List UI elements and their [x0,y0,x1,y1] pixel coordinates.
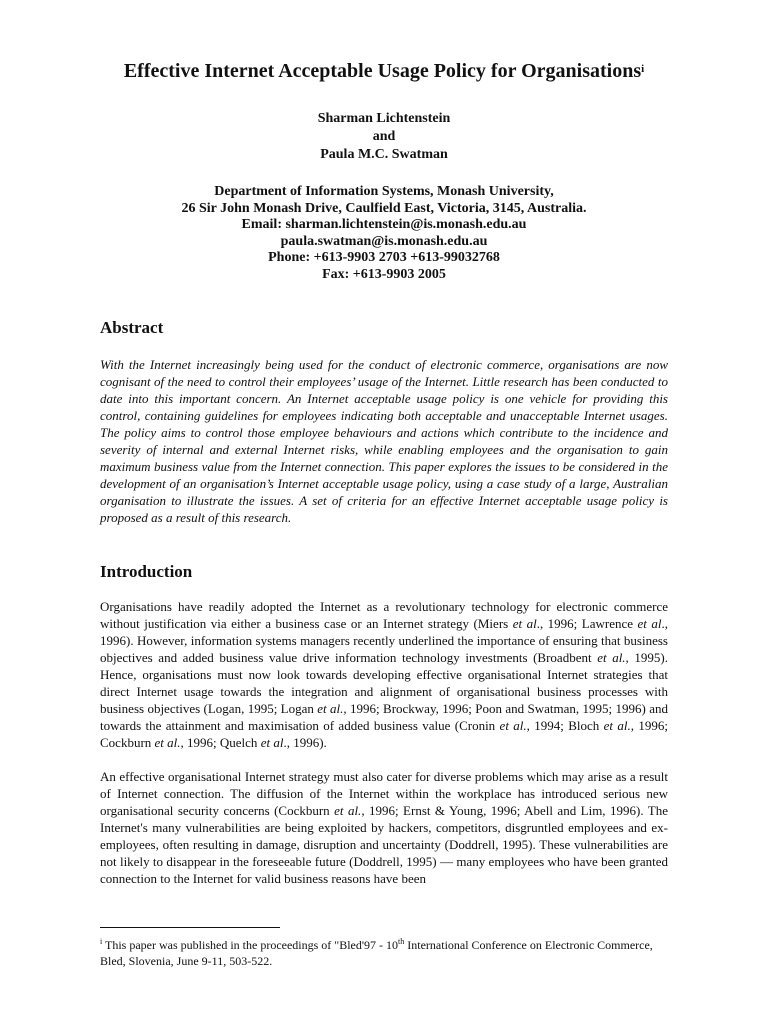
author-block [0,110,768,164]
italic-run: et al. [334,803,362,818]
text-run: 1994; Bloch [529,718,604,733]
footnote-text-before: This paper was published in the proceedings of "Bled'97 - 10 [102,938,399,952]
italic-run: et al [637,616,662,631]
affiliation-email-2: paula.swatman@is.monash.edu.au [280,233,488,249]
introduction-paragraph-2 [100,768,668,887]
text-run: 1995). Hence, organisations must now look towards developing effective organisational Internet strategies that direct Internet usage towards the integration and alignment of organisational business processes with business objectives (Logan, 1995; Logan [100,650,668,716]
affiliation-address: 26 Sir John Monash Drive, Caulfield East, Victoria, 3145, Australia. [181,200,587,216]
author-1: Sharman Lichtenstein [317,111,451,126]
affiliation-email-1: Email: sharman.lichtenstein@is.monash.edu.au [241,217,527,232]
italic-run: et al., [317,701,347,716]
italic-run: et al., [603,718,635,733]
author-conjunction: and [372,129,396,144]
italic-run: et al., [154,735,184,750]
italic-run: et al., [597,650,629,665]
text-run: ., 1996). However, information systems managers recently underlined the importance of ensuring that business objectives and added business value drive information technology investments (Broadbent [100,616,668,665]
affiliation-block [0,184,768,283]
affiliation-fax: Fax: +613-9903 2005 [322,266,446,282]
title-text: Effective Internet Acceptable Usage Policy for Organisations [123,60,642,82]
text-run: ., 1996; Lawrence [536,616,638,631]
text-run: Organisations have readily adopted the Internet as a revolutionary technology for electronic commerce without justification via either a business case or an Internet strategy (Miers [100,599,668,631]
text-run: , 1996; Ernst & Young, 1996; Abell and Lim, 1996). The Internet's many vulnerabilities are being exploited by hackers, competitors, disgruntled employees and ex-employees, often resulting in damage, disruption and uncertainty (Doddrell, 1995). These vulnerabilities are not likely to disappear in the foreseeable future (Doddrell, 1995) — many employees who have been granted connection to the Internet for valid business reasons have been [100,803,668,886]
text-run: 1996; Cockburn [100,718,668,750]
title-footnote-marker: i [641,63,645,75]
text-run: An effective organisational Internet strategy must also cater for diverse problems which may arise as a result of Internet connection. The diffusion of the Internet within the workplace has introduced serious new organisational security concerns (Cockburn [100,769,668,818]
footnote-ordinal: th [398,937,405,946]
italic-run: et al., [499,718,530,733]
footnote-divider [100,927,280,928]
abstract-text: With the Internet increasingly being used for the conduct of electronic commerce, organisations are now cognisant of the need to control their employees’ usage of the Internet. Little research has been conducted to date into this important concern. An Internet acceptable usage policy is one vehicle for providing this control, containing guidelines for employees indicating both acceptable and unacceptable Internet usages. The policy aims to control those employee behaviours and actions which contribute to the incidence and severity of internal and external Internet risks, while enabling employees and the organisation to gain maximum business value from the Internet connection. This paper explores the issues to be considered in the development of an organisation’s Internet acceptable usage policy, using a case study of a large, Australian organisation to illustrate the issues. A set of criteria for an effective Internet acceptable usage policy is proposed as a result of this research. [100,357,668,525]
footnote-marker: i [100,937,103,946]
introduction-heading: Introduction [100,562,193,581]
text-run: 1996; Brockway, 1996; Poon and Swatman, 1995; 1996) and towards the attainment and maximisation of added business value (Cronin [100,701,668,733]
affiliation-department: Department of Information Systems, Monash University, [214,184,554,199]
text-run: 1996; Quelch [183,735,261,750]
paper-title [0,58,768,84]
footnote [100,934,668,969]
footnote-text-after: International Conference on Electronic Commerce, Bled, Slovenia, June 9-11, 503-522. [100,938,653,968]
text-run: ., 1996). [283,735,327,750]
abstract-heading: Abstract [100,318,164,337]
affiliation-phone: Phone: +613-9903 2703 +613-99032768 [268,250,500,265]
italic-run: et al [260,735,284,750]
author-2: Paula M.C. Swatman [320,147,448,162]
italic-run: et al [512,616,537,631]
introduction-paragraph-1 [100,598,668,751]
